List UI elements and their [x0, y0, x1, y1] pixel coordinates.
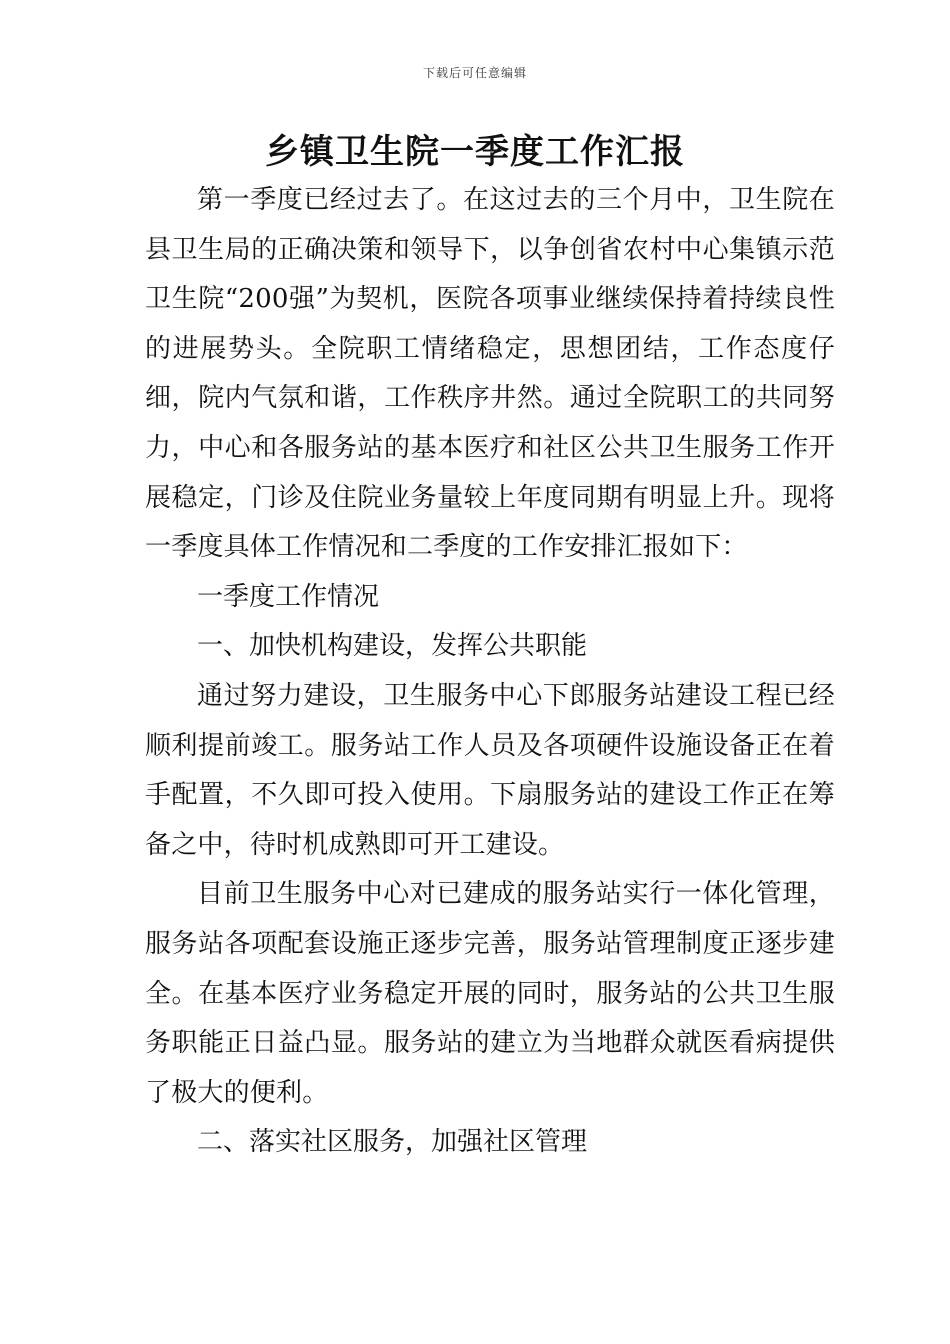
paragraph-2: 目前卫生服务中心对已建成的服务站实行一体化管理，服务站各项配套设施正逐步完善，服务站管理制度正逐步建全。在基本医疗业务稳定开展的同时，服务站的公共卫生服务职能正日益凸显。服务站的建立为当地群众就医看病提供了极大的便利。	[145, 879, 835, 1108]
section-title: 一季度工作情况	[197, 581, 380, 612]
paragraph-1: 通过努力建设，卫生服务中心下郎服务站建设工程已经顺利提前竣工。服务站工作人员及各项硬件设施设备正在着手配置，不久即可投入使用。下扇服务站的建设工作正在筹备之中，待时机成熟即可开工建设。	[145, 680, 835, 860]
document-body	[145, 176, 835, 1168]
intro-paragraph: 第一季度已经过去了。在这过去的三个月中，卫生院在县卫生局的正确决策和领导下，以争创省农村中心集镇示范卫生院“200强”为契机，医院各项事业继续保持着持续良性的进展势头。全院职工情绪稳定，思想团结，工作态度仔细，院内气氛和谐，工作秩序井然。通过全院职工的共同努力，中心和各服务站的基本医疗和社区公共卫生服务工作开展稳定，门诊及住院业务量较上年度同期有明显上升。现将一季度具体工作情况和二季度的工作安排汇报如下：	[145, 185, 835, 563]
heading-1: 一、加快机构建设，发挥公共职能	[197, 631, 588, 662]
heading-2: 二、落实社区服务，加强社区管理	[197, 1127, 588, 1158]
page-header-note: 下载后可任意编辑	[422, 66, 527, 80]
document-title: 乡镇卫生院一季度工作汇报	[265, 132, 685, 172]
